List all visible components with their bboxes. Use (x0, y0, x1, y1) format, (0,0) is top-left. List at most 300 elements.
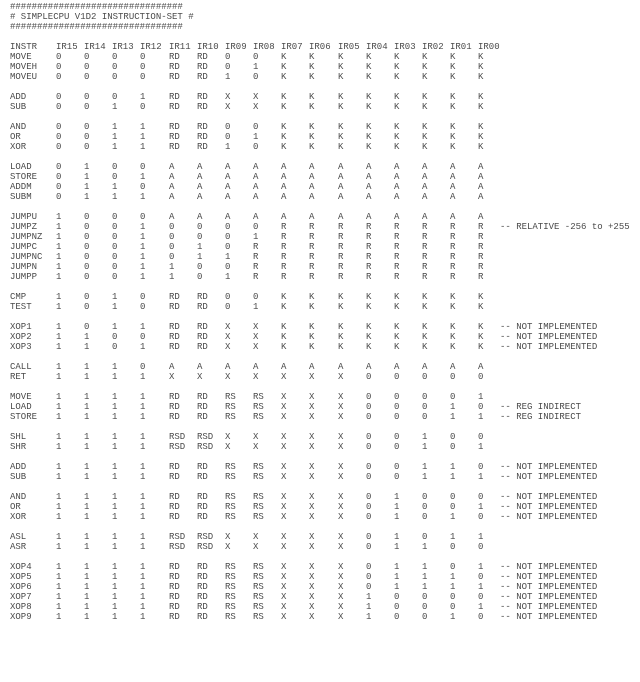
instruction-bit-ir13: 1 (112, 412, 118, 422)
instruction-row (10, 582, 598, 592)
instruction-bit-ir04: R (366, 222, 372, 232)
instruction-bit-ir00: 1 (478, 472, 484, 482)
instruction-bit-ir05: K (338, 72, 344, 82)
instruction-bit-ir09: RS (225, 402, 236, 412)
instruction-row (10, 122, 484, 132)
instruction-bit-ir10: X (197, 372, 203, 382)
instruction-bit-ir05: R (338, 272, 344, 282)
instruction-bit-ir11: A (169, 162, 175, 172)
instruction-bit-ir02: R (422, 252, 428, 262)
instruction-row (10, 492, 598, 502)
instruction-bit-ir08: RS (253, 512, 264, 522)
instruction-mnemonic: STORE (10, 412, 38, 422)
instruction-bit-ir08: RS (253, 502, 264, 512)
instruction-bit-ir03: 1 (394, 512, 400, 522)
instruction-bit-ir05: K (338, 132, 344, 142)
instruction-row (10, 502, 598, 512)
instruction-mnemonic: JUMPNZ (10, 232, 43, 242)
instruction-bit-ir05: K (338, 92, 344, 102)
instruction-bit-ir07: X (281, 592, 287, 602)
instruction-bit-ir04: K (366, 52, 372, 62)
instruction-bit-ir07: K (281, 92, 287, 102)
instruction-bit-ir06: R (309, 252, 315, 262)
instruction-bit-ir02: K (422, 302, 428, 312)
instruction-bit-ir04: 0 (366, 392, 372, 402)
instruction-bit-ir01: K (450, 322, 456, 332)
instruction-bit-ir07: R (281, 252, 287, 262)
group-spacer (10, 112, 194, 122)
instruction-bit-ir05: X (338, 512, 344, 522)
instruction-bit-ir01: A (450, 212, 456, 222)
instruction-bit-ir08: X (253, 532, 259, 542)
instruction-row (10, 462, 598, 472)
instruction-bit-ir02: K (422, 132, 428, 142)
instruction-bit-ir00: R (478, 262, 484, 272)
instruction-bit-ir05: R (338, 232, 344, 242)
instruction-bit-ir12: 0 (140, 302, 146, 312)
instruction-row (10, 272, 484, 282)
instruction-row (10, 612, 598, 622)
instruction-bit-ir01: 0 (450, 492, 456, 502)
instruction-bit-ir11: RSD (169, 532, 186, 542)
instruction-bit-ir02: 0 (422, 532, 428, 542)
instruction-bit-ir02: 0 (422, 592, 428, 602)
instruction-bit-ir13: 1 (112, 492, 118, 502)
instruction-bit-ir09: 0 (225, 122, 231, 132)
instruction-bit-ir13: 1 (112, 132, 118, 142)
instruction-row (10, 232, 484, 242)
instruction-bit-ir03: A (394, 162, 400, 172)
instruction-bit-ir10: 1 (197, 252, 203, 262)
instruction-bit-ir14: 0 (84, 272, 90, 282)
instruction-bit-ir11: RD (169, 142, 180, 152)
column-header-ir08: IR08 (253, 42, 275, 52)
instruction-bit-ir09: 0 (225, 62, 231, 72)
instruction-bit-ir15: 1 (56, 252, 62, 262)
instruction-mnemonic: STORE (10, 172, 38, 182)
instruction-mnemonic: RET (10, 372, 27, 382)
instruction-bit-ir09: X (225, 92, 231, 102)
instruction-bit-ir01: 1 (450, 402, 456, 412)
group-spacer (10, 422, 194, 432)
instruction-row (10, 602, 598, 612)
instruction-bit-ir14: 1 (84, 362, 90, 372)
instruction-bit-ir07: K (281, 142, 287, 152)
instruction-bit-ir09: RS (225, 592, 236, 602)
instruction-bit-ir08: RS (253, 582, 264, 592)
instruction-bit-ir03: 1 (394, 562, 400, 572)
instruction-bit-ir06: X (309, 462, 315, 472)
instruction-bit-ir02: K (422, 322, 428, 332)
instruction-bit-ir11: A (169, 182, 175, 192)
instruction-bit-ir12: 1 (140, 472, 146, 482)
instruction-bit-ir02: K (422, 332, 428, 342)
instruction-bit-ir04: K (366, 92, 372, 102)
instruction-bit-ir15: 1 (56, 502, 62, 512)
instruction-bit-ir00: A (478, 212, 484, 222)
instruction-bit-ir06: X (309, 492, 315, 502)
instruction-bit-ir00: 1 (478, 602, 484, 612)
instruction-bit-ir06: X (309, 532, 315, 542)
instruction-bit-ir02: K (422, 142, 428, 152)
instruction-bit-ir11: RD (169, 292, 180, 302)
instruction-bit-ir14: 1 (84, 462, 90, 472)
instruction-bit-ir03: K (394, 292, 400, 302)
instruction-bit-ir09: 1 (225, 252, 231, 262)
instruction-bit-ir08: X (253, 102, 259, 112)
instruction-bit-ir00: 0 (478, 402, 484, 412)
instruction-bit-ir09: X (225, 322, 231, 332)
instruction-bit-ir00: 0 (478, 592, 484, 602)
instruction-note: -- NOT IMPLEMENTED (500, 502, 598, 512)
instruction-bit-ir07: R (281, 262, 287, 272)
column-header-ir10: IR10 (197, 42, 219, 52)
instruction-bit-ir12: 1 (140, 532, 146, 542)
instruction-bit-ir08: RS (253, 492, 264, 502)
instruction-bit-ir15: 1 (56, 302, 62, 312)
instruction-bit-ir06: X (309, 402, 315, 412)
instruction-note: -- NOT IMPLEMENTED (500, 602, 598, 612)
instruction-bit-ir12: 1 (140, 402, 146, 412)
instruction-bit-ir01: K (450, 132, 456, 142)
instruction-bit-ir02: 1 (422, 462, 428, 472)
instruction-bit-ir01: K (450, 142, 456, 152)
instruction-bit-ir15: 1 (56, 232, 62, 242)
instruction-bit-ir14: 1 (84, 332, 90, 342)
group-spacer (10, 552, 194, 562)
instruction-bit-ir13: 0 (112, 262, 118, 272)
instruction-bit-ir02: 1 (422, 542, 428, 552)
instruction-bit-ir01: K (450, 122, 456, 132)
instruction-bit-ir12: 1 (140, 132, 146, 142)
instruction-bit-ir07: A (281, 162, 287, 172)
instruction-bit-ir06: X (309, 562, 315, 572)
instruction-bit-ir00: 0 (478, 572, 484, 582)
instruction-bit-ir00: K (478, 302, 484, 312)
instruction-bit-ir03: 0 (394, 592, 400, 602)
instruction-bit-ir09: 1 (225, 142, 231, 152)
instruction-bit-ir09: 1 (225, 72, 231, 82)
instruction-bit-ir01: 1 (450, 572, 456, 582)
instruction-bit-ir15: 1 (56, 272, 62, 282)
instruction-bit-ir13: 0 (112, 272, 118, 282)
instruction-bit-ir07: X (281, 472, 287, 482)
group-spacer (10, 452, 194, 462)
instruction-bit-ir03: 0 (394, 412, 400, 422)
instruction-bit-ir02: A (422, 192, 428, 202)
instruction-bit-ir08: RS (253, 462, 264, 472)
instruction-bit-ir03: 1 (394, 492, 400, 502)
instruction-mnemonic: SHL (10, 432, 27, 442)
instruction-bit-ir10: RD (197, 502, 208, 512)
instruction-bit-ir01: K (450, 292, 456, 302)
instruction-bit-ir02: A (422, 172, 428, 182)
instruction-bit-ir05: R (338, 252, 344, 262)
instruction-bit-ir08: RS (253, 412, 264, 422)
instruction-bit-ir03: 0 (394, 602, 400, 612)
instruction-bit-ir07: A (281, 182, 287, 192)
instruction-bit-ir09: 0 (225, 292, 231, 302)
instruction-bit-ir02: 1 (422, 442, 428, 452)
instruction-bit-ir00: 1 (478, 442, 484, 452)
instruction-bit-ir06: R (309, 272, 315, 282)
instruction-row (10, 512, 598, 522)
instruction-bit-ir15: 1 (56, 462, 62, 472)
instruction-bit-ir04: R (366, 262, 372, 272)
instruction-mnemonic: JUMPN (10, 262, 38, 272)
instruction-bit-ir06: K (309, 292, 315, 302)
instruction-bit-ir14: 0 (84, 222, 90, 232)
instruction-row (10, 192, 484, 202)
instruction-bit-ir09: X (225, 372, 231, 382)
instruction-bit-ir11: X (169, 372, 175, 382)
instruction-bit-ir09: 0 (225, 52, 231, 62)
instruction-bit-ir06: A (309, 162, 315, 172)
instruction-bit-ir07: X (281, 602, 287, 612)
instruction-row (10, 432, 484, 442)
header-border-bottom: ################################ (10, 22, 183, 32)
instruction-bit-ir15: 0 (56, 72, 62, 82)
instruction-bit-ir00: K (478, 142, 484, 152)
instruction-row (10, 252, 484, 262)
instruction-mnemonic: XOP5 (10, 572, 32, 582)
instruction-bit-ir01: K (450, 102, 456, 112)
instruction-bit-ir09: RS (225, 462, 236, 472)
instruction-bit-ir12: 1 (140, 122, 146, 132)
instruction-bit-ir08: X (253, 542, 259, 552)
column-header-row (10, 42, 500, 52)
instruction-bit-ir06: X (309, 392, 315, 402)
instruction-note: -- NOT IMPLEMENTED (500, 322, 598, 332)
instruction-bit-ir11: A (169, 192, 175, 202)
instruction-bit-ir01: K (450, 72, 456, 82)
instruction-bit-ir03: K (394, 132, 400, 142)
instruction-row (10, 262, 484, 272)
instruction-bit-ir04: 1 (366, 602, 372, 612)
instruction-bit-ir09: RS (225, 582, 236, 592)
instruction-bit-ir03: R (394, 242, 400, 252)
instruction-row (10, 182, 484, 192)
instruction-bit-ir07: X (281, 582, 287, 592)
instruction-bit-ir01: 0 (450, 392, 456, 402)
instruction-bit-ir11: RD (169, 472, 180, 482)
instruction-row (10, 562, 598, 572)
instruction-mnemonic: XOR (10, 512, 27, 522)
instruction-bit-ir01: 0 (450, 562, 456, 572)
instruction-bit-ir02: K (422, 102, 428, 112)
instruction-row (10, 72, 484, 82)
instruction-bit-ir00: R (478, 222, 484, 232)
instruction-note: -- NOT IMPLEMENTED (500, 562, 598, 572)
instruction-bit-ir06: X (309, 542, 315, 552)
instruction-bit-ir08: RS (253, 562, 264, 572)
instruction-bit-ir07: X (281, 372, 287, 382)
instruction-row (10, 572, 598, 582)
instruction-bit-ir04: A (366, 212, 372, 222)
instruction-bit-ir10: RD (197, 402, 208, 412)
group-spacer (10, 382, 194, 392)
instruction-bit-ir03: A (394, 362, 400, 372)
instruction-bit-ir10: RD (197, 562, 208, 572)
instruction-bit-ir02: 0 (422, 402, 428, 412)
instruction-bit-ir06: R (309, 262, 315, 272)
instruction-mnemonic: JUMPC (10, 242, 38, 252)
instruction-bit-ir13: 1 (112, 192, 118, 202)
instruction-bit-ir10: RSD (197, 432, 214, 442)
instruction-bit-ir00: K (478, 322, 484, 332)
instruction-bit-ir13: 1 (112, 612, 118, 622)
instruction-bit-ir13: 0 (112, 172, 118, 182)
instruction-bit-ir04: K (366, 142, 372, 152)
instruction-bit-ir10: RD (197, 392, 208, 402)
instruction-mnemonic: OR (10, 132, 21, 142)
instruction-bit-ir06: X (309, 432, 315, 442)
instruction-bit-ir15: 1 (56, 222, 62, 232)
instruction-bit-ir07: A (281, 172, 287, 182)
instruction-bit-ir12: 0 (140, 292, 146, 302)
column-header-ir12: IR12 (140, 42, 162, 52)
instruction-bit-ir07: X (281, 572, 287, 582)
instruction-bit-ir13: 1 (112, 502, 118, 512)
instruction-bit-ir14: 0 (84, 102, 90, 112)
column-header-ir11: IR11 (169, 42, 191, 52)
instruction-bit-ir10: 1 (197, 242, 203, 252)
instruction-bit-ir05: K (338, 52, 344, 62)
column-header-ir09: IR09 (225, 42, 247, 52)
instruction-bit-ir01: 1 (450, 412, 456, 422)
instruction-bit-ir15: 1 (56, 292, 62, 302)
instruction-bit-ir11: RD (169, 342, 180, 352)
instruction-bit-ir14: 1 (84, 492, 90, 502)
column-header-ir04: IR04 (366, 42, 388, 52)
instruction-bit-ir12: 1 (140, 602, 146, 612)
instruction-row (10, 362, 484, 372)
instruction-mnemonic: JUMPZ (10, 222, 38, 232)
instruction-bit-ir09: X (225, 532, 231, 542)
instruction-bit-ir13: 1 (112, 472, 118, 482)
instruction-bit-ir06: K (309, 132, 315, 142)
instruction-mnemonic: LOAD (10, 162, 32, 172)
instruction-bit-ir11: RD (169, 322, 180, 332)
instruction-row (10, 442, 484, 452)
instruction-bit-ir15: 1 (56, 602, 62, 612)
instruction-bit-ir12: 1 (140, 242, 146, 252)
instruction-bit-ir14: 1 (84, 182, 90, 192)
instruction-bit-ir02: A (422, 182, 428, 192)
instruction-bit-ir04: K (366, 322, 372, 332)
instruction-mnemonic: MOVE (10, 52, 32, 62)
instruction-bit-ir13: 1 (112, 432, 118, 442)
instruction-bit-ir00: A (478, 182, 484, 192)
instruction-bit-ir08: 1 (253, 62, 259, 72)
instruction-bit-ir03: K (394, 342, 400, 352)
instruction-bit-ir00: R (478, 232, 484, 242)
instruction-bit-ir07: X (281, 402, 287, 412)
instruction-bit-ir10: RD (197, 302, 208, 312)
instruction-bit-ir15: 1 (56, 562, 62, 572)
instruction-row (10, 142, 484, 152)
instruction-bit-ir10: RD (197, 342, 208, 352)
instruction-bit-ir04: 0 (366, 462, 372, 472)
instruction-bit-ir09: RS (225, 612, 236, 622)
instruction-bit-ir13: 1 (112, 512, 118, 522)
instruction-bit-ir03: A (394, 172, 400, 182)
instruction-bit-ir12: 1 (140, 222, 146, 232)
instruction-bit-ir06: X (309, 592, 315, 602)
instruction-bit-ir08: A (253, 172, 259, 182)
instruction-bit-ir02: 0 (422, 392, 428, 402)
instruction-bit-ir12: 1 (140, 272, 146, 282)
instruction-bit-ir13: 0 (112, 52, 118, 62)
instruction-bit-ir05: A (338, 162, 344, 172)
instruction-bit-ir01: 1 (450, 472, 456, 482)
instruction-bit-ir01: A (450, 162, 456, 172)
instruction-bit-ir12: 0 (140, 332, 146, 342)
instruction-bit-ir06: X (309, 572, 315, 582)
instruction-bit-ir00: 1 (478, 502, 484, 512)
instruction-bit-ir14: 0 (84, 242, 90, 252)
instruction-bit-ir02: K (422, 92, 428, 102)
instruction-bit-ir12: 1 (140, 582, 146, 592)
instruction-bit-ir15: 0 (56, 142, 62, 152)
instruction-bit-ir10: 0 (197, 262, 203, 272)
instruction-bit-ir01: A (450, 362, 456, 372)
instruction-mnemonic: OR (10, 502, 21, 512)
instruction-bit-ir02: A (422, 212, 428, 222)
header-border-top: ################################ (10, 2, 183, 12)
instruction-bit-ir06: K (309, 142, 315, 152)
instruction-bit-ir04: K (366, 292, 372, 302)
instruction-bit-ir00: K (478, 72, 484, 82)
instruction-bit-ir07: K (281, 132, 287, 142)
instruction-bit-ir06: X (309, 502, 315, 512)
instruction-bit-ir15: 1 (56, 402, 62, 412)
instruction-bit-ir05: X (338, 532, 344, 542)
instruction-bit-ir07: R (281, 232, 287, 242)
instruction-bit-ir01: K (450, 62, 456, 72)
instruction-bit-ir14: 1 (84, 432, 90, 442)
instruction-bit-ir00: 0 (478, 542, 484, 552)
instruction-bit-ir00: A (478, 362, 484, 372)
instruction-bit-ir13: 1 (112, 582, 118, 592)
instruction-bit-ir00: 1 (478, 582, 484, 592)
instruction-note: -- REG INDIRECT (500, 402, 582, 412)
instruction-bit-ir09: RS (225, 562, 236, 572)
instruction-bit-ir02: 1 (422, 432, 428, 442)
instruction-bit-ir06: R (309, 222, 315, 232)
instruction-bit-ir08: R (253, 252, 259, 262)
instruction-bit-ir04: K (366, 72, 372, 82)
instruction-bit-ir04: 0 (366, 372, 372, 382)
instruction-bit-ir03: 0 (394, 432, 400, 442)
instruction-bit-ir14: 1 (84, 162, 90, 172)
column-header-ir05: IR05 (338, 42, 360, 52)
instruction-bit-ir01: 1 (450, 582, 456, 592)
instruction-bit-ir15: 0 (56, 172, 62, 182)
instruction-bit-ir14: 1 (84, 502, 90, 512)
instruction-bit-ir13: 1 (112, 122, 118, 132)
instruction-bit-ir04: K (366, 342, 372, 352)
instruction-bit-ir05: K (338, 62, 344, 72)
instruction-bit-ir11: A (169, 212, 175, 222)
instruction-bit-ir08: X (253, 332, 259, 342)
instruction-row (10, 342, 598, 352)
instruction-bit-ir14: 1 (84, 412, 90, 422)
instruction-note: -- RELATIVE -256 to +255 (500, 222, 630, 232)
instruction-bit-ir10: RD (197, 332, 208, 342)
instruction-bit-ir14: 1 (84, 392, 90, 402)
spacer (10, 32, 194, 42)
